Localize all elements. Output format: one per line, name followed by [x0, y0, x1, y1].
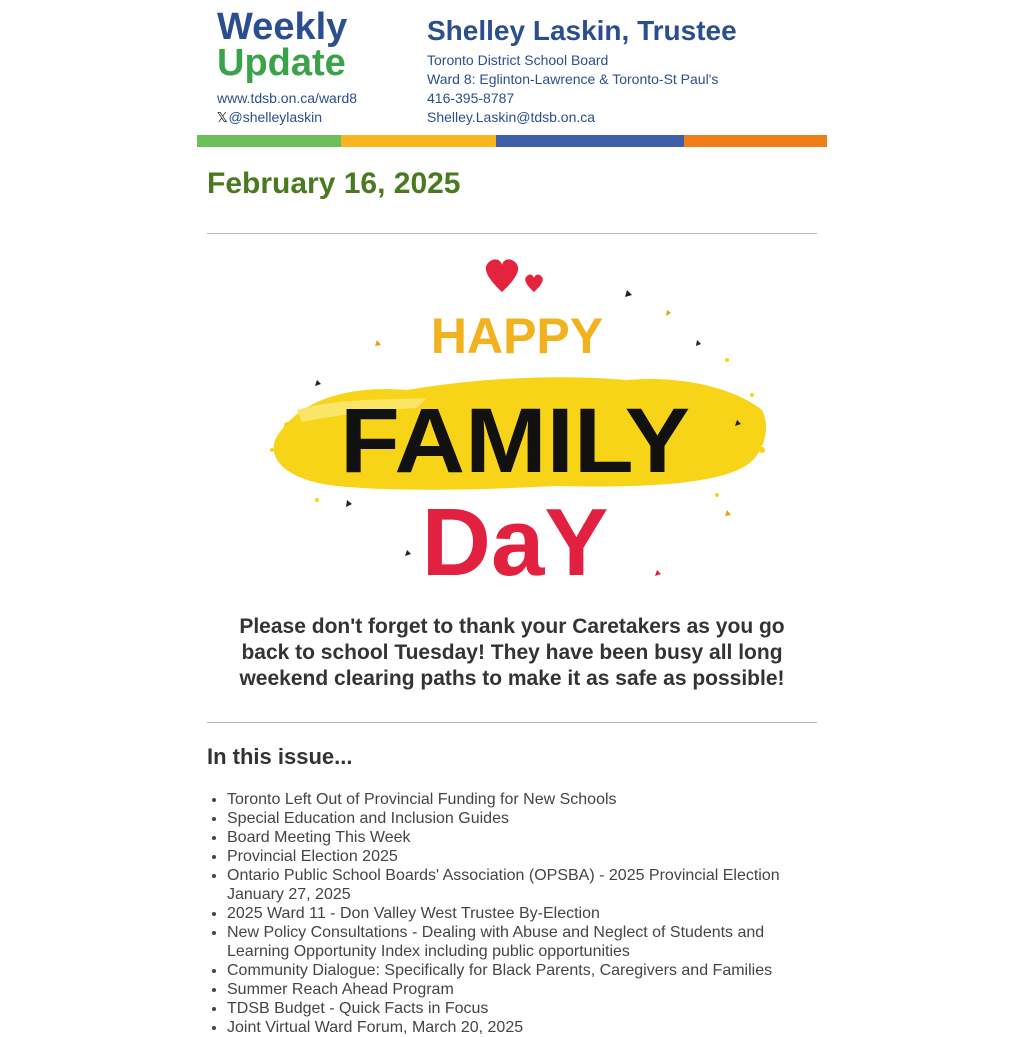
- phone-number: 416-395-8787: [427, 90, 515, 106]
- stripe-yellow: [341, 135, 496, 147]
- issue-item[interactable]: • Community Dialogue: Specifically for Black Parents, Caregivers and Families: [227, 961, 827, 980]
- issue-item[interactable]: • Summer Reach Ahead Program: [227, 980, 827, 999]
- newsletter-date: February 16, 2025: [207, 167, 461, 200]
- hero-word-family: FAMILY: [340, 390, 690, 492]
- family-day-image: [257, 250, 777, 605]
- twitter-handle: @shelleylaskin: [228, 109, 323, 125]
- x-icon: 𝕏: [217, 110, 228, 125]
- brand-links: [217, 89, 357, 127]
- brand-update: Update: [217, 42, 346, 84]
- issue-item[interactable]: • Special Education and Inclusion Guides: [227, 809, 827, 828]
- issue-item[interactable]: • Joint Virtual Ward Forum, March 20, 2025: [227, 1018, 827, 1037]
- email-link[interactable]: Shelley.Laskin@tdsb.on.ca: [427, 109, 596, 125]
- issue-list: [207, 790, 827, 1037]
- twitter-link[interactable]: [217, 108, 357, 127]
- issue-item[interactable]: • Ontario Public School Boards' Association (OPSBA) - 2025 Provincial Election January 27, 2025: [227, 866, 827, 904]
- newsletter-header: [197, 0, 827, 135]
- issue-item[interactable]: • TDSB Budget - Quick Facts in Focus: [227, 999, 827, 1018]
- hearts-icon: [486, 259, 543, 292]
- in-this-issue-heading: In this issue...: [207, 744, 353, 769]
- brand-weekly: Weekly: [217, 6, 348, 48]
- newsletter-container: [197, 0, 827, 1036]
- stripe-orange: [684, 135, 827, 147]
- trustee-contact: [427, 14, 737, 127]
- issue-item[interactable]: • 2025 Ward 11 - Don Valley West Trustee By-Election: [227, 904, 827, 923]
- issue-item[interactable]: • Board Meeting This Week: [227, 828, 827, 847]
- brand-logo: [217, 6, 348, 84]
- issue-item[interactable]: • New Policy Consultations - Dealing with Abuse and Neglect of Students and Learning Opportunity Index including public opportunities: [227, 923, 827, 961]
- issue-item[interactable]: • Provincial Election 2025: [227, 847, 827, 866]
- hero-word-day: DaY: [421, 489, 609, 596]
- website-link[interactable]: www.tdsb.on.ca/ward8: [217, 90, 358, 106]
- stripe-green: [197, 135, 341, 147]
- hero-word-happy: HAPPY: [430, 308, 604, 364]
- divider-top: [207, 233, 817, 234]
- caretaker-note: Please don't forget to thank your Caretakers as you go back to school Tuesday! They have been busy all long weekend clearing paths to make it as safe as possible!: [239, 615, 785, 690]
- issue-item[interactable]: • Toronto Left Out of Provincial Funding for New Schools: [227, 790, 827, 809]
- color-stripe: [197, 135, 827, 147]
- divider-bottom: [207, 722, 817, 723]
- ward-name: Ward 8: Eglinton-Lawrence & Toronto-St Paul's: [427, 71, 719, 87]
- stripe-blue: [496, 135, 684, 147]
- trustee-name: Shelley Laskin, Trustee: [427, 15, 737, 46]
- board-name: Toronto District School Board: [427, 52, 609, 68]
